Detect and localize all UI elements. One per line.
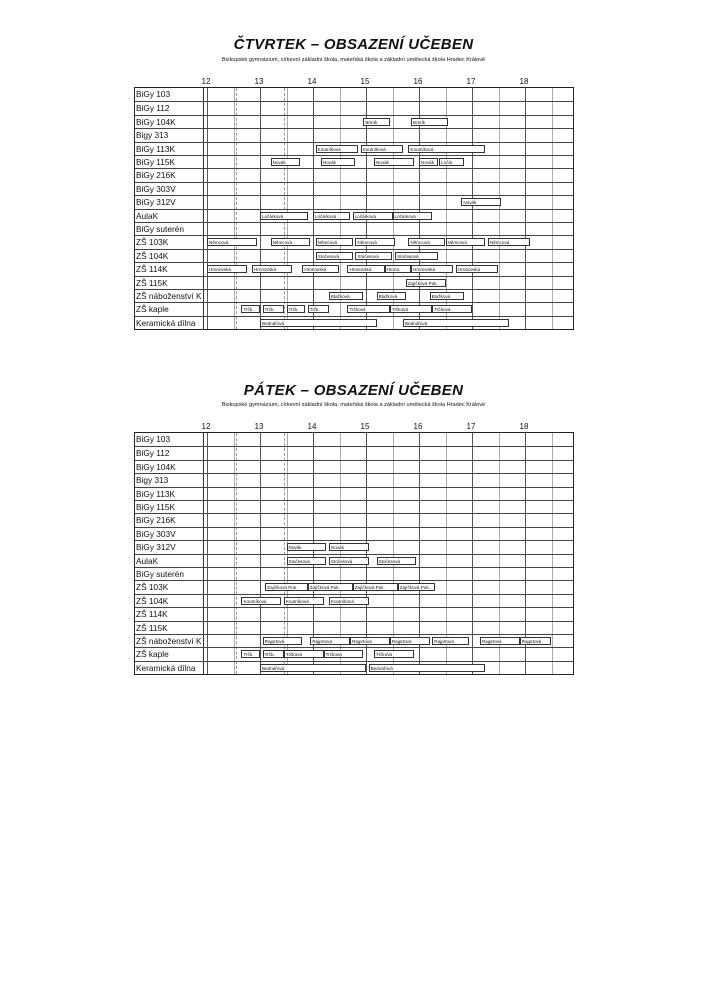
booking-block: Hronovská — [302, 265, 339, 273]
room-label: ZŠ 114K — [136, 609, 168, 620]
room-label: ZŠ 103K — [136, 582, 169, 593]
booking-block: Novák — [374, 158, 414, 166]
room-label: ZŠ kaple — [136, 649, 169, 660]
booking-block: Němcová — [408, 238, 445, 246]
booking-block: Stočesová — [329, 557, 369, 565]
room-label: Keramická dílna — [136, 317, 196, 328]
hour-label-14: 14 — [307, 77, 317, 86]
room-label: BiGy 303V — [136, 183, 176, 194]
room-label: ZŠ náboženství K — [136, 291, 202, 301]
friday-schedule-grid — [134, 432, 574, 675]
booking-block: Stočesová — [395, 252, 437, 260]
booking-block: Němcová — [316, 238, 353, 246]
booking-block: Hronovská — [347, 265, 384, 273]
booking-block: Trčk. — [308, 305, 329, 313]
room-row — [135, 621, 573, 634]
room-label: BiGy 113K — [136, 488, 176, 499]
room-row — [135, 460, 573, 473]
friday-title: PÁTEK – OBSAZENÍ UČEBEN — [243, 382, 464, 399]
room-label: BiGy 112 — [136, 448, 170, 459]
room-label: Bigy 313 — [136, 475, 169, 486]
room-label: BiGy 103 — [136, 89, 171, 99]
booking-block: Ločár. — [439, 158, 464, 166]
booking-block: Koutníková — [241, 597, 281, 605]
booking-block: Trčk. — [241, 305, 260, 313]
room-row — [135, 487, 573, 500]
room-label: ZŠ 115K — [136, 622, 168, 633]
room-row — [135, 182, 573, 195]
booking-block: Trčk. — [241, 650, 260, 658]
booking-block: Blažková — [329, 292, 363, 300]
hour-label-17: 17 — [466, 422, 476, 431]
booking-block: Rajprtová — [432, 637, 469, 645]
room-label: ZŠ kaple — [136, 304, 169, 315]
booking-block: Novák — [287, 543, 327, 551]
booking-block: Rajprtová — [520, 637, 552, 645]
booking-block: Ločárková — [393, 212, 433, 220]
hour-label-17: 17 — [466, 77, 476, 86]
room-label: ZŠ 114K — [136, 264, 168, 275]
booking-block: Koutníková — [329, 597, 369, 605]
hour-label-12: 12 — [201, 422, 211, 431]
booking-block: Stočesová — [377, 557, 417, 565]
room-row — [135, 195, 573, 208]
thursday-subtitle: Biskupské gymnázium, církevní základní škola, mateřská škola a základní umělecká škola Hradec Králové — [221, 57, 486, 63]
booking-block: Bednářová — [403, 319, 509, 327]
booking-block: Rajprtová — [480, 637, 520, 645]
booking-block: Rajprtová — [350, 637, 390, 645]
booking-block: Trčk. — [263, 305, 284, 313]
booking-block: Stočesová — [355, 252, 392, 260]
booking-block: Hrono. — [385, 265, 412, 273]
booking-block: Trčková — [390, 305, 432, 313]
thursday-title: ČTVRTEK – OBSAZENÍ UČEBEN — [233, 36, 474, 53]
room-label: ZŠ 103K — [136, 237, 169, 248]
room-label: BiGy 216K — [136, 515, 176, 526]
booking-block: Bednářová — [260, 319, 377, 327]
booking-block: Trčková — [324, 650, 364, 658]
booking-block: Němcová — [446, 238, 486, 246]
room-label: BiGy suterén — [136, 569, 184, 579]
booking-block: Blažková — [430, 292, 464, 300]
room-label: BiGy 104K — [136, 116, 176, 127]
booking-block: Hronovská — [456, 265, 498, 273]
booking-block: Stočesová — [316, 252, 353, 260]
hour-label-16: 16 — [413, 77, 423, 86]
room-label: BiGy 115K — [136, 157, 176, 167]
room-label: AulaK — [136, 210, 159, 221]
room-row — [135, 249, 573, 262]
booking-block: Zajíčková Puk. — [308, 583, 353, 591]
booking-block: Bednářová — [260, 664, 366, 672]
booking-block: Brtník — [363, 118, 390, 126]
booking-block: Rajprtová — [263, 637, 303, 645]
hour-label-13: 13 — [254, 77, 264, 86]
room-label: ZŠ 115K — [136, 277, 168, 288]
room-label: Bigy 313 — [136, 130, 169, 141]
room-row — [135, 222, 573, 235]
room-label: ZŠ 104K — [136, 250, 169, 261]
room-label: BiGy 104K — [136, 461, 176, 472]
booking-block: Novák — [321, 158, 355, 166]
room-row — [135, 607, 573, 620]
room-label: BiGy 112 — [136, 103, 170, 114]
room-row — [135, 276, 573, 289]
booking-block: Hronovská — [252, 265, 292, 273]
friday-subtitle: Biskupské gymnázium, církevní základní škola, mateřská škola a základní umělecká škola Hradec Králové — [221, 402, 486, 408]
room-label: BiGy 216K — [136, 170, 176, 181]
hour-label-14: 14 — [307, 422, 317, 431]
booking-block: Němcová — [271, 238, 311, 246]
room-label: BiGy 103 — [136, 434, 171, 444]
hour-label-12: 12 — [201, 77, 211, 86]
hour-label-18: 18 — [519, 422, 529, 431]
room-label: BiGy 113K — [136, 143, 176, 154]
hour-label-15: 15 — [360, 422, 370, 431]
booking-block: Novák — [271, 158, 300, 166]
hour-label-13: 13 — [254, 422, 264, 431]
room-row — [135, 500, 573, 513]
room-row — [135, 473, 573, 486]
booking-block: Trčk. — [287, 305, 306, 313]
booking-block: Hronovská — [207, 265, 247, 273]
room-row — [135, 115, 573, 128]
booking-block: Zajíčková Puk. — [265, 583, 307, 591]
room-label: BiGy 303V — [136, 528, 176, 539]
booking-block: Rajprtová — [310, 637, 350, 645]
hour-label-15: 15 — [360, 77, 370, 86]
room-row — [135, 567, 573, 580]
room-label: ZŠ 104K — [136, 595, 169, 606]
booking-block: Koutníková — [408, 145, 485, 153]
booking-block: Koutníková — [284, 597, 324, 605]
booking-block: Zajíčková Puk. — [353, 583, 398, 591]
room-label: Keramická dílna — [136, 662, 196, 673]
booking-block: Trčková — [374, 650, 414, 658]
booking-block: Zajíčková Puk. — [406, 279, 446, 287]
booking-block: Němcová — [488, 238, 530, 246]
booking-block: Trčková — [284, 650, 324, 658]
booking-block: Trčková — [347, 305, 389, 313]
booking-block: Novák — [329, 543, 369, 551]
booking-block: Brtník — [411, 118, 448, 126]
booking-block: Němcová — [355, 238, 395, 246]
booking-block: Stočesová — [287, 557, 327, 565]
room-row — [135, 513, 573, 526]
booking-block: Trčková — [432, 305, 472, 313]
booking-block: Trčk. — [263, 650, 284, 658]
booking-block: Ločárková — [313, 212, 350, 220]
booking-block: Němcová — [207, 238, 257, 246]
room-label: BiGy 312V — [136, 542, 176, 553]
room-row — [135, 128, 573, 141]
booking-block: Novák — [419, 158, 438, 166]
booking-block: Rajprtová — [390, 637, 430, 645]
room-label: BiGy 115K — [136, 502, 176, 512]
thursday-schedule-grid — [134, 87, 574, 330]
booking-block: Novák — [461, 198, 501, 206]
room-row — [135, 101, 573, 114]
room-row — [135, 433, 573, 446]
room-row — [135, 88, 573, 101]
room-row — [135, 446, 573, 459]
room-row — [135, 527, 573, 540]
booking-block: Blažková — [377, 292, 406, 300]
room-row — [135, 168, 573, 181]
booking-block: Koutníková — [361, 145, 403, 153]
booking-block: Zajíčková Puk. — [398, 583, 435, 591]
room-label: AulaK — [136, 555, 159, 566]
hour-label-16: 16 — [413, 422, 423, 431]
booking-block: Ločárková — [353, 212, 393, 220]
hour-label-18: 18 — [519, 77, 529, 86]
room-label: BiGy suterén — [136, 224, 184, 234]
booking-block: Hronovská — [411, 265, 453, 273]
room-label: ZŠ náboženství K — [136, 636, 202, 646]
booking-block: Koutníková — [316, 145, 358, 153]
booking-block: Bednářová — [369, 664, 486, 672]
room-label: BiGy 312V — [136, 197, 176, 208]
booking-block: Ločárková — [260, 212, 308, 220]
